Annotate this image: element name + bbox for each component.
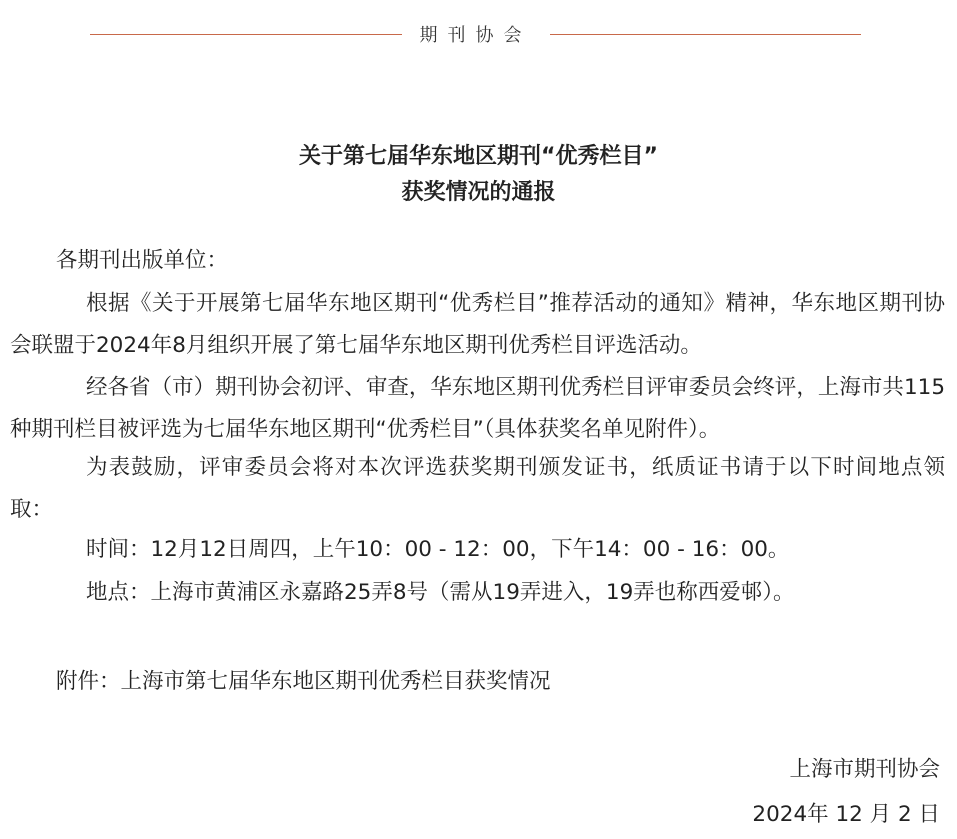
signature: 上海市期刊协会 [789, 757, 940, 782]
attachment-line: 附件：上海市第七届华东地区期刊优秀栏目获奖情况 [56, 669, 551, 694]
header-divider-right [550, 34, 862, 35]
header-bar [90, 20, 861, 48]
header-divider-left [90, 34, 402, 35]
document-date: 2024年 12 月 2 日 [752, 802, 940, 827]
header-organization-title: 期刊协会 [419, 25, 532, 46]
pickup-time: 时间：12月12日周四，上午10：00 - 12：00，下午14：00 - 16：00。 [86, 537, 790, 562]
document-title-line1: 关于第七届华东地区期刊“优秀栏目” [299, 144, 658, 169]
paragraph-intro: 根据《关于开展第七届华东地区期刊“优秀栏目”推荐活动的通知》精神，华东地区期刊协会联盟于2024年8月组织开展了第七届华东地区期刊优秀栏目评选活动。 [10, 291, 945, 358]
pickup-place: 地点：上海市黄浦区永嘉路25弄8号（需从19弄进入，19弄也称西爱邨）。 [86, 580, 795, 605]
paragraph-certificate: 为表鼓励，评审委员会将对本次评选获奖期刊颁发证书，纸质证书请于以下时间地点领取： [10, 455, 945, 522]
paragraph-evaluation: 经各省（市）期刊协会初评、审查，华东地区期刊优秀栏目评审委员会终评，上海市共115种期刊栏目被评选为七届华东地区期刊“优秀栏目”（具体获奖名单见附件）。 [10, 375, 945, 442]
document-title-line2: 获奖情况的通报 [401, 180, 556, 205]
salutation: 各期刊出版单位： [56, 248, 229, 273]
